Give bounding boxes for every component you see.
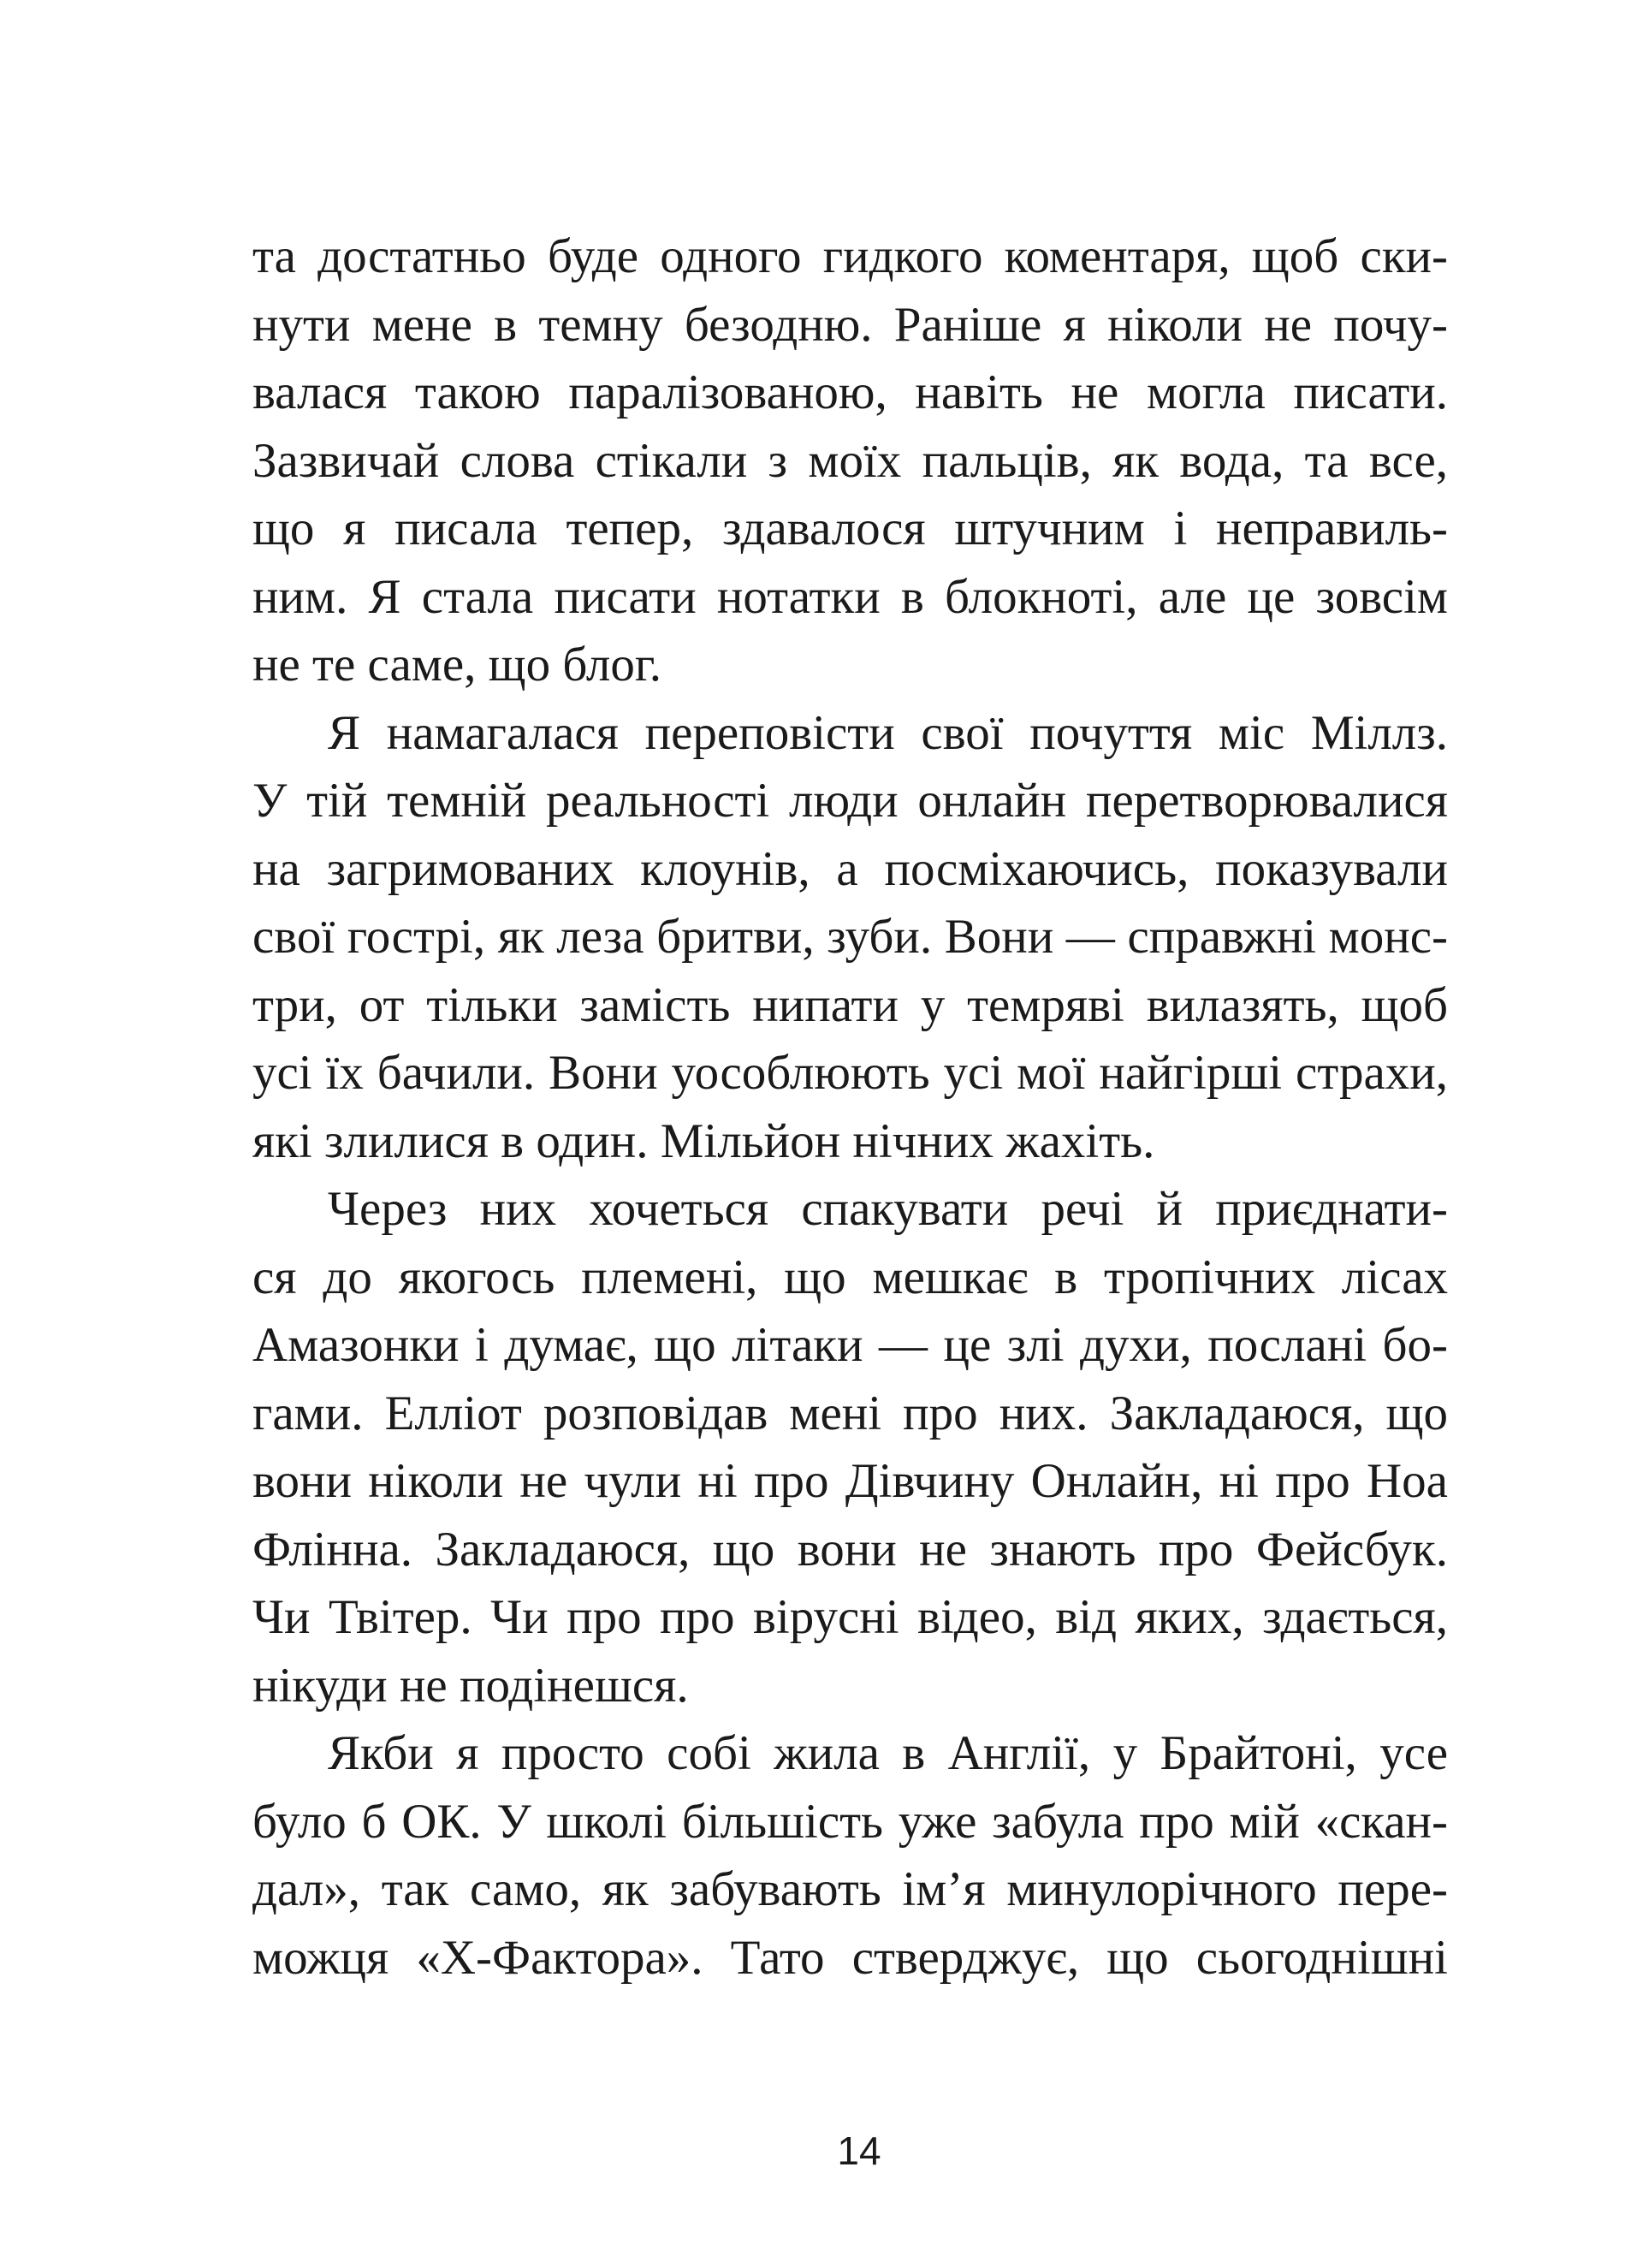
text-line: які злилися в один. Мільйон нічних жахіть.	[252, 1113, 1155, 1168]
paragraph-2	[252, 699, 1448, 1176]
text-line: нути мене в темну безодню. Раніше я ніколи не почу-	[252, 297, 1448, 352]
text-line: Я намагалася переповісти свої почуття міс Міллз.	[328, 705, 1448, 760]
paragraph-3	[252, 1175, 1448, 1719]
text-line: гами. Елліот розповідав мені про них. Закладаюся, що	[252, 1386, 1448, 1440]
text-line: що я писала тепер, здавалося штучним і неправиль-	[252, 502, 1448, 555]
text-line: усі їх бачили. Вони уособлюють усі мої найгірші страхи,	[252, 1046, 1448, 1100]
text-line: було б ОК. У школі більшість уже забула про мій «скан-	[252, 1794, 1448, 1849]
text-line: ся до якогось племені, що мешкає в тропічних лісах	[252, 1250, 1448, 1304]
text-line: Чи Твітер. Чи про про вірусні відео, від яких, здається,	[252, 1590, 1448, 1644]
paragraph-1	[252, 223, 1448, 699]
text-line: Якби я просто собі жила в Англії, у Брайтоні, усе	[328, 1726, 1448, 1780]
text-line: Зазвичай слова стікали з моїх пальців, як вода, та все,	[252, 433, 1448, 488]
paragraph-4	[252, 1719, 1448, 1992]
text-line: Через них хочеться спакувати речі й приєднати-	[328, 1182, 1448, 1236]
text-line: нікуди не подінешся.	[252, 1658, 689, 1713]
text-line: на загримованих клоунів, а посміхаючись, показували	[252, 841, 1448, 896]
text-line: та достатньо буде одного гидкого коментаря, щоб ски-	[252, 229, 1448, 283]
page-number: 14	[837, 2128, 881, 2173]
text-line: свої гострі, як леза бритви, зуби. Вони — справжні монс-	[252, 910, 1448, 964]
text-line: вони ніколи не чули ні про Дівчину Онлайн, ні про Ноа	[252, 1454, 1448, 1508]
text-line: Флінна. Закладаюся, що вони не знають про Фейсбук.	[252, 1522, 1448, 1576]
text-line: валася такою паралізованою, навіть не могла писати.	[252, 365, 1448, 419]
text-line: У тій темній реальності люди онлайн перетворювалися	[252, 774, 1448, 828]
body-text	[252, 223, 1448, 1992]
text-line: не те саме, що блог.	[252, 638, 662, 692]
text-line: ним. Я стала писати нотатки в блокноті, але це зовсім	[252, 569, 1448, 624]
text-line: три, от тільки замість нипати у темряві вилазять, щоб	[252, 977, 1448, 1032]
text-line: дал», так само, як забувають ім’я минулорічного пере-	[252, 1862, 1448, 1916]
text-line: можця «Х-Фактора». Тато стверджує, що сьогоднішні	[252, 1930, 1448, 1985]
text-line: Амазонки і думає, що літаки — це злі духи, послані бо-	[252, 1318, 1448, 1372]
